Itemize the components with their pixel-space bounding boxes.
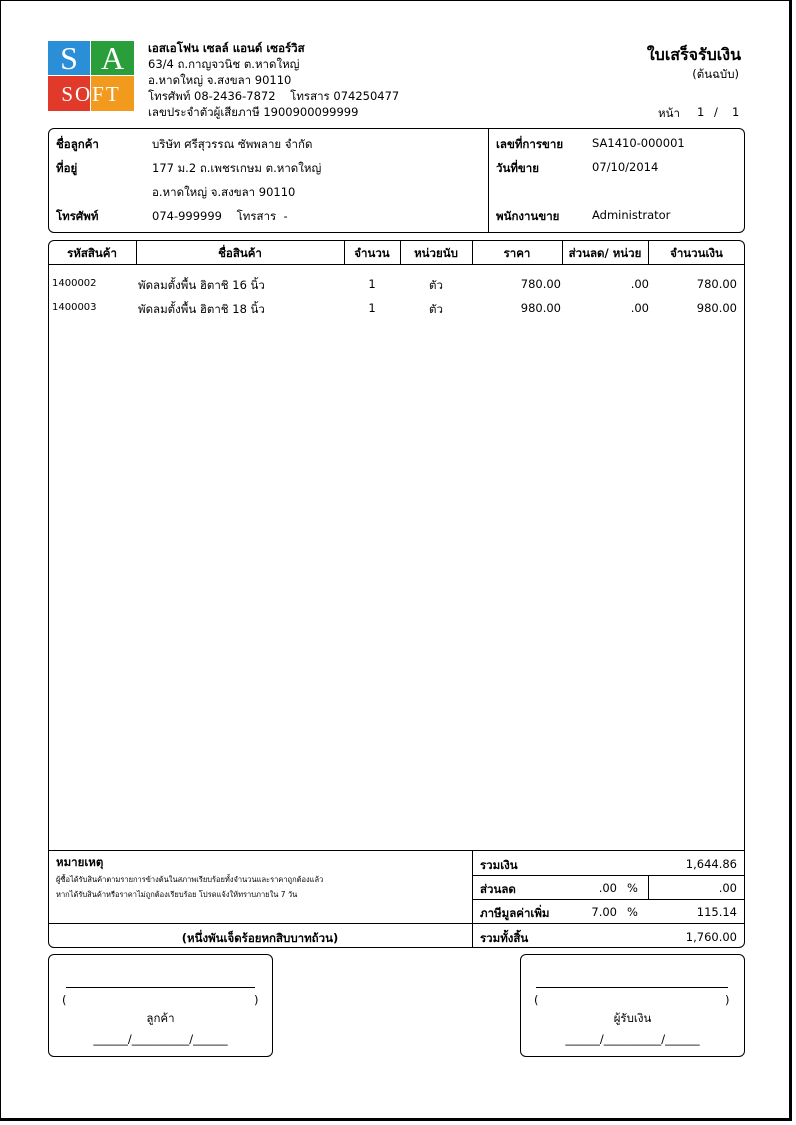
row-discount: .00 — [630, 277, 649, 291]
vat-percent-sign: % — [627, 905, 638, 919]
paren-close: ) — [254, 993, 259, 1007]
totals-divider — [648, 875, 649, 899]
col-header-price: ราคา — [503, 246, 531, 260]
company-logo — [48, 41, 134, 111]
sale-no-label: เลขที่การขาย — [496, 137, 564, 151]
logo-letter-s: S — [48, 41, 90, 75]
col-header-name: ชื่อสินค้า — [218, 246, 262, 260]
logo-text-soft: SOFT — [61, 81, 121, 106]
items-table-box — [48, 240, 745, 948]
customer-signature-label: ลูกค้า — [146, 1011, 175, 1025]
page-separator: / — [714, 105, 718, 119]
col-header-qty: จำนวน — [354, 246, 390, 260]
company-phone: โทรศัพท์ 08-2436-7872 โทรสาร 074250477 — [148, 89, 400, 103]
receiver-signature-label: ผู้รับเงิน — [613, 1011, 652, 1025]
customer-name-label: ชื่อลูกค้า — [56, 137, 99, 151]
paren-open: ( — [534, 993, 539, 1007]
row-name: พัดลมตั้งพื้น ฮิตาชิ 16 นิ้ว — [138, 278, 265, 292]
customer-phone: 074-999999 โทรสาร - — [152, 209, 288, 223]
remarks-label: หมายเหตุ — [56, 855, 104, 869]
paren-open: ( — [62, 993, 67, 1007]
subtotal-value: 1,644.86 — [685, 857, 737, 871]
row-code: 1400003 — [52, 302, 97, 313]
page-total: 1 — [732, 105, 740, 119]
col-header-code: รหัสสินค้า — [67, 246, 117, 260]
signature-line — [536, 987, 728, 988]
paren-close: ) — [725, 993, 730, 1007]
row-amount: 980.00 — [696, 301, 737, 315]
row-price: 980.00 — [520, 301, 561, 315]
page-number: 1 — [697, 105, 705, 119]
grand-total-label: รวมทั้งสิ้น — [480, 931, 529, 945]
footer-words-line — [48, 923, 745, 924]
company-address-2: อ.หาดใหญ่ จ.สงขลา 90110 — [148, 73, 292, 87]
remarks-line-2: หากได้รับสินค้าหรือราคาไม่ถูกต้องเรียบร้อย โปรดแจ้งให้ทราบภายใน 7 วัน — [56, 890, 298, 899]
customer-box-divider — [488, 128, 489, 233]
row-unit: ตัว — [429, 302, 443, 316]
row-amount: 780.00 — [696, 277, 737, 291]
signature-line — [66, 987, 255, 988]
receiver-signature-date: ______/__________/______ — [565, 1032, 700, 1046]
vat-value: 115.14 — [696, 905, 737, 919]
sale-date: 07/10/2014 — [592, 160, 659, 174]
footer-top-line — [48, 850, 745, 851]
discount-percent-sign: % — [627, 881, 638, 895]
row-name: พัดลมตั้งพื้น ฮิตาชิ 18 นิ้ว — [138, 302, 265, 316]
row-code: 1400002 — [52, 278, 97, 289]
company-address-1: 63/4 ถ.กาญจวนิช ต.หาดใหญ่ — [148, 57, 300, 71]
customer-address-1: 177 ม.2 ถ.เพชรเกษม ต.หาดใหญ่ — [152, 161, 322, 175]
discount-value: .00 — [718, 881, 737, 895]
company-tax-id: เลขประจำตัวผู้เสียภาษี 1900900099999 — [148, 105, 359, 119]
vat-label: ภาษีมูลค่าเพิ่ม — [480, 906, 550, 920]
remarks-line-1: ผู้ซื้อได้รับสินค้าตามรายการข้างต้นในสภาพเรียบร้อยทั้งจำนวนและราคาถูกต้องแล้ว — [56, 875, 324, 884]
document-subtitle: (ต้นฉบับ) — [692, 67, 739, 81]
totals-line — [472, 875, 745, 876]
row-price: 780.00 — [520, 277, 561, 291]
row-qty: 1 — [368, 277, 376, 291]
col-header-amount: จำนวนเงิน — [670, 246, 723, 260]
discount-percent: .00 — [598, 881, 617, 895]
customer-address-2: อ.หาดใหญ่ จ.สงขลา 90110 — [152, 185, 296, 199]
row-discount: .00 — [630, 301, 649, 315]
row-qty: 1 — [368, 301, 376, 315]
vat-percent: 7.00 — [591, 905, 617, 919]
logo-letter-a: A — [91, 41, 134, 75]
sales-staff: Administrator — [592, 208, 671, 222]
sale-no: SA1410-000001 — [592, 136, 685, 150]
amount-in-words: (หนึ่งพันเจ็ดร้อยหกสิบบาทถ้วน) — [181, 931, 339, 945]
grand-total-value: 1,760.00 — [685, 930, 737, 944]
customer-phone-label: โทรศัพท์ — [56, 209, 99, 223]
sales-staff-label: พนักงานขาย — [496, 209, 560, 223]
row-unit: ตัว — [429, 278, 443, 292]
col-header-discount: ส่วนลด/ หน่วย — [568, 246, 642, 260]
document-title: ใบเสร็จรับเงิน — [646, 45, 741, 64]
company-name: เอสเอโฟน เซลล์ แอนด์ เซอร์วิส — [148, 41, 305, 55]
customer-name: บริษัท ศรีสุวรรณ ซัพพลาย จำกัด — [152, 137, 313, 151]
subtotal-label: รวมเงิน — [480, 858, 518, 872]
customer-signature-date: ______/__________/______ — [93, 1032, 228, 1046]
page-label: หน้า — [658, 106, 680, 120]
discount-label: ส่วนลด — [480, 882, 516, 896]
table-header-line — [48, 264, 745, 265]
customer-address-label: ที่อยู่ — [56, 161, 78, 175]
sale-date-label: วันที่ขาย — [496, 161, 539, 175]
col-header-unit: หน่วยนับ — [414, 246, 458, 260]
totals-line — [472, 899, 745, 900]
